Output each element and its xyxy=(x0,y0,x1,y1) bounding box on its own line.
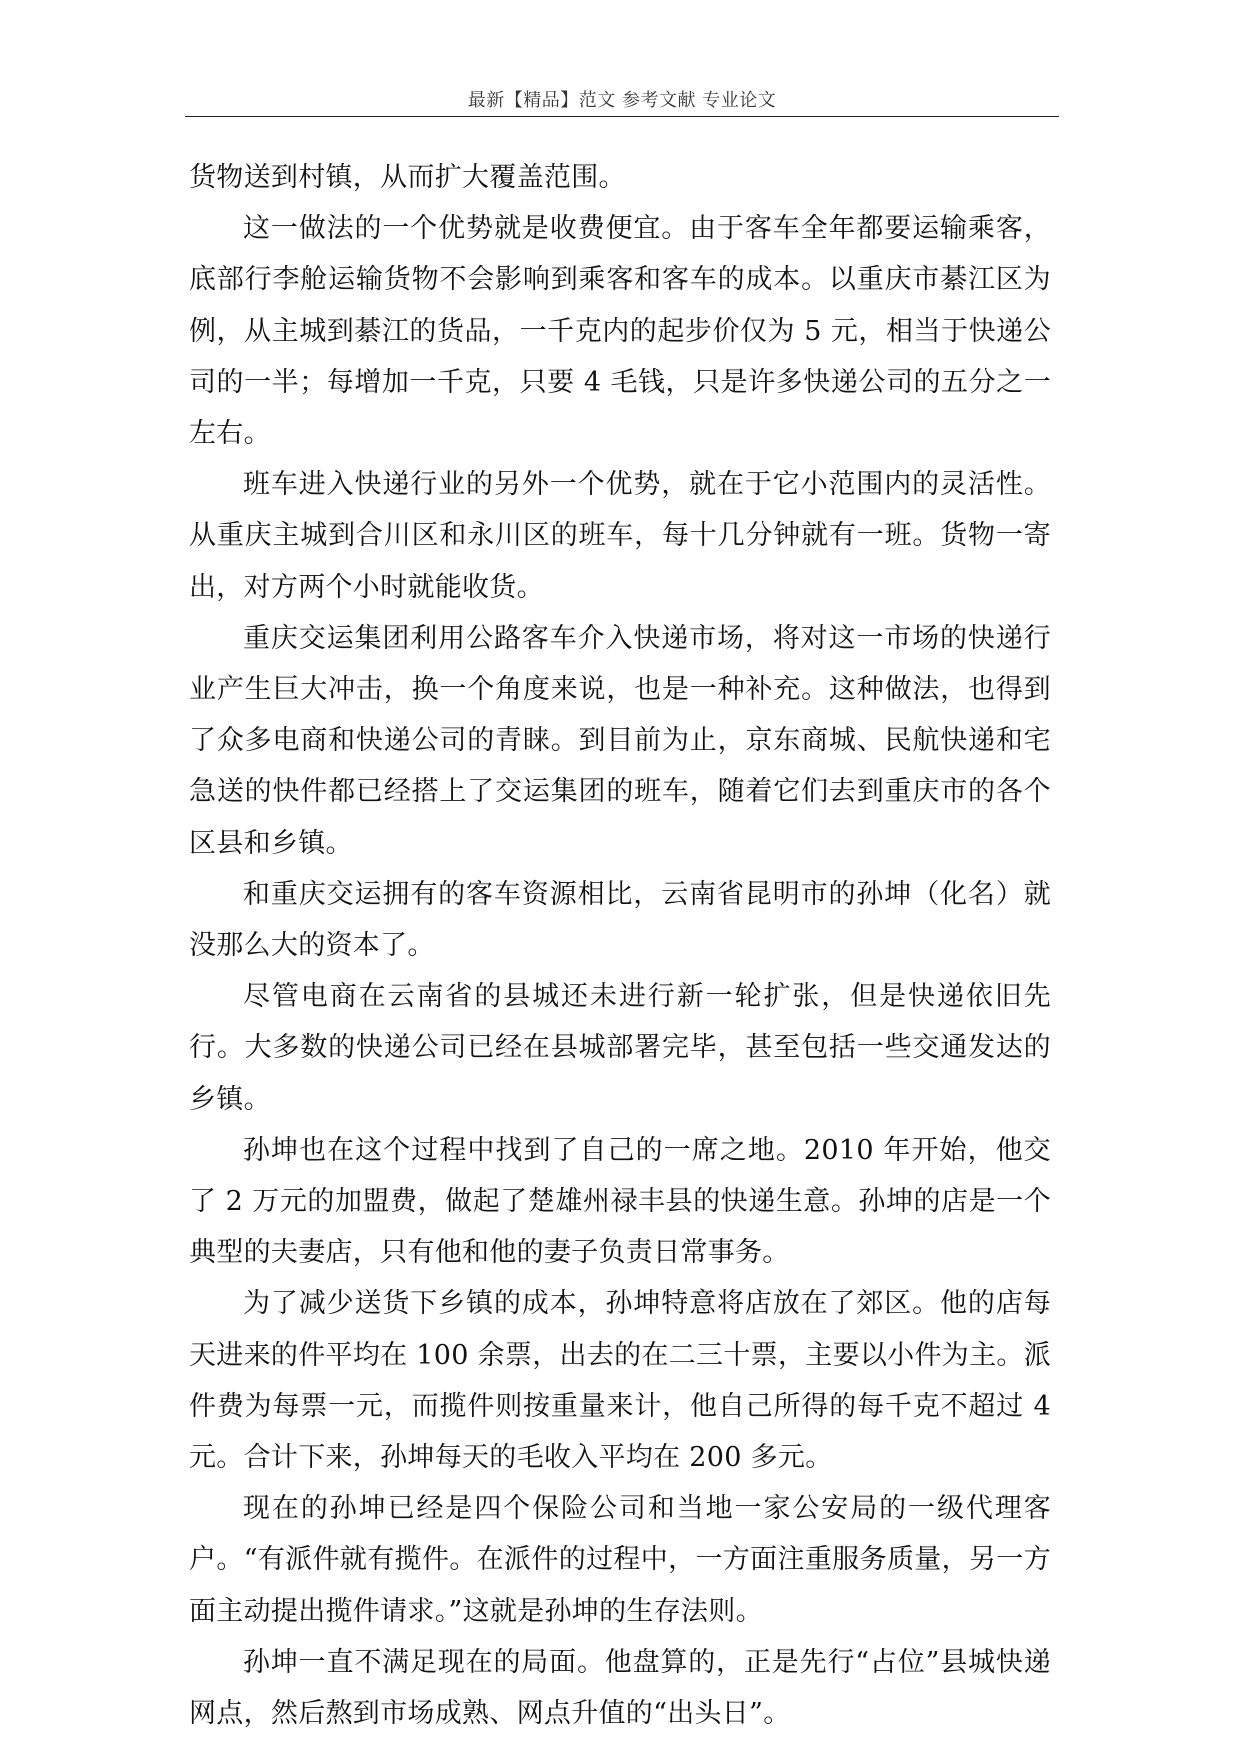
paragraph: 孙坤一直不满足现在的局面。他盘算的，正是先行“占位”县城快递网点，然后熬到市场成熟、网点升值的“出头日”。 xyxy=(189,1646,1051,1730)
paragraph: 孙坤也在这个过程中找到了自己的一席之地。2010 年开始，他交了 2 万元的加盟费，做起了楚雄州禄丰县的快递生意。孙坤的店是一个典型的夫妻店，只有他和他的妻子负责日常事务。 xyxy=(189,1134,1051,1269)
page-header: 最新【精品】范文 参考文献 专业论文 xyxy=(467,90,777,111)
paragraph-continuation: 货物送到村镇，从而扩大覆盖范围。 xyxy=(189,162,626,193)
paragraph: 为了减少送货下乡镇的成本，孙坤特意将店放在了郊区。他的店每天进来的件平均在 100 余票，出去的在二三十票，主要以小件为主。派件费为每票一元，而揽件则按重量来计，他自己所得的每千克不超过 4 元。合计下来，孙坤每天的毛收入平均在 200 多元。 xyxy=(189,1288,1051,1474)
header-divider xyxy=(185,116,1059,117)
paragraph: 班车进入快递行业的另外一个优势，就在于它小范围内的灵活性。从重庆主城到合川区和永川区的班车，每十几分钟就有一班。货物一寄出，对方两个小时就能收货。 xyxy=(189,469,1051,603)
paragraph: 和重庆交运拥有的客车资源相比，云南省昆明市的孙坤（化名）就没那么大的资本了。 xyxy=(189,878,1051,962)
paragraph: 重庆交运集团利用公路客车介入快递市场，将对这一市场的快递行业产生巨大冲击，换一个角度来说，也是一种补充。这种做法，也得到了众多电商和快递公司的青睐。到目前为止，京东商城、民航快递和宅急送的快件都已经搭上了交运集团的班车，随着它们去到重庆市的各个区县和乡镇。 xyxy=(189,622,1051,859)
document-body xyxy=(189,152,1051,1739)
paragraph: 现在的孙坤已经是四个保险公司和当地一家公安局的一级代理客户。“有派件就有揽件。在派件的过程中，一方面注重服务质量，另一方面主动提出揽件请求。”这就是孙坤的生存法则。 xyxy=(189,1493,1051,1627)
paragraph: 尽管电商在云南省的县城还未进行新一轮扩张，但是快递依旧先行。大多数的快递公司已经在县城部署完毕，甚至包括一些交通发达的乡镇。 xyxy=(189,981,1051,1115)
paragraph: 这一做法的一个优势就是收费便宜。由于客车全年都要运输乘客，底部行李舱运输货物不会影响到乘客和客车的成本。以重庆市綦江区为例，从主城到綦江的货品，一千克内的起步价仅为 5 元，相当于快递公司的一半；每增加一千克，只要 4 毛钱，只是许多快递公司的五分之一左右。 xyxy=(189,213,1051,450)
